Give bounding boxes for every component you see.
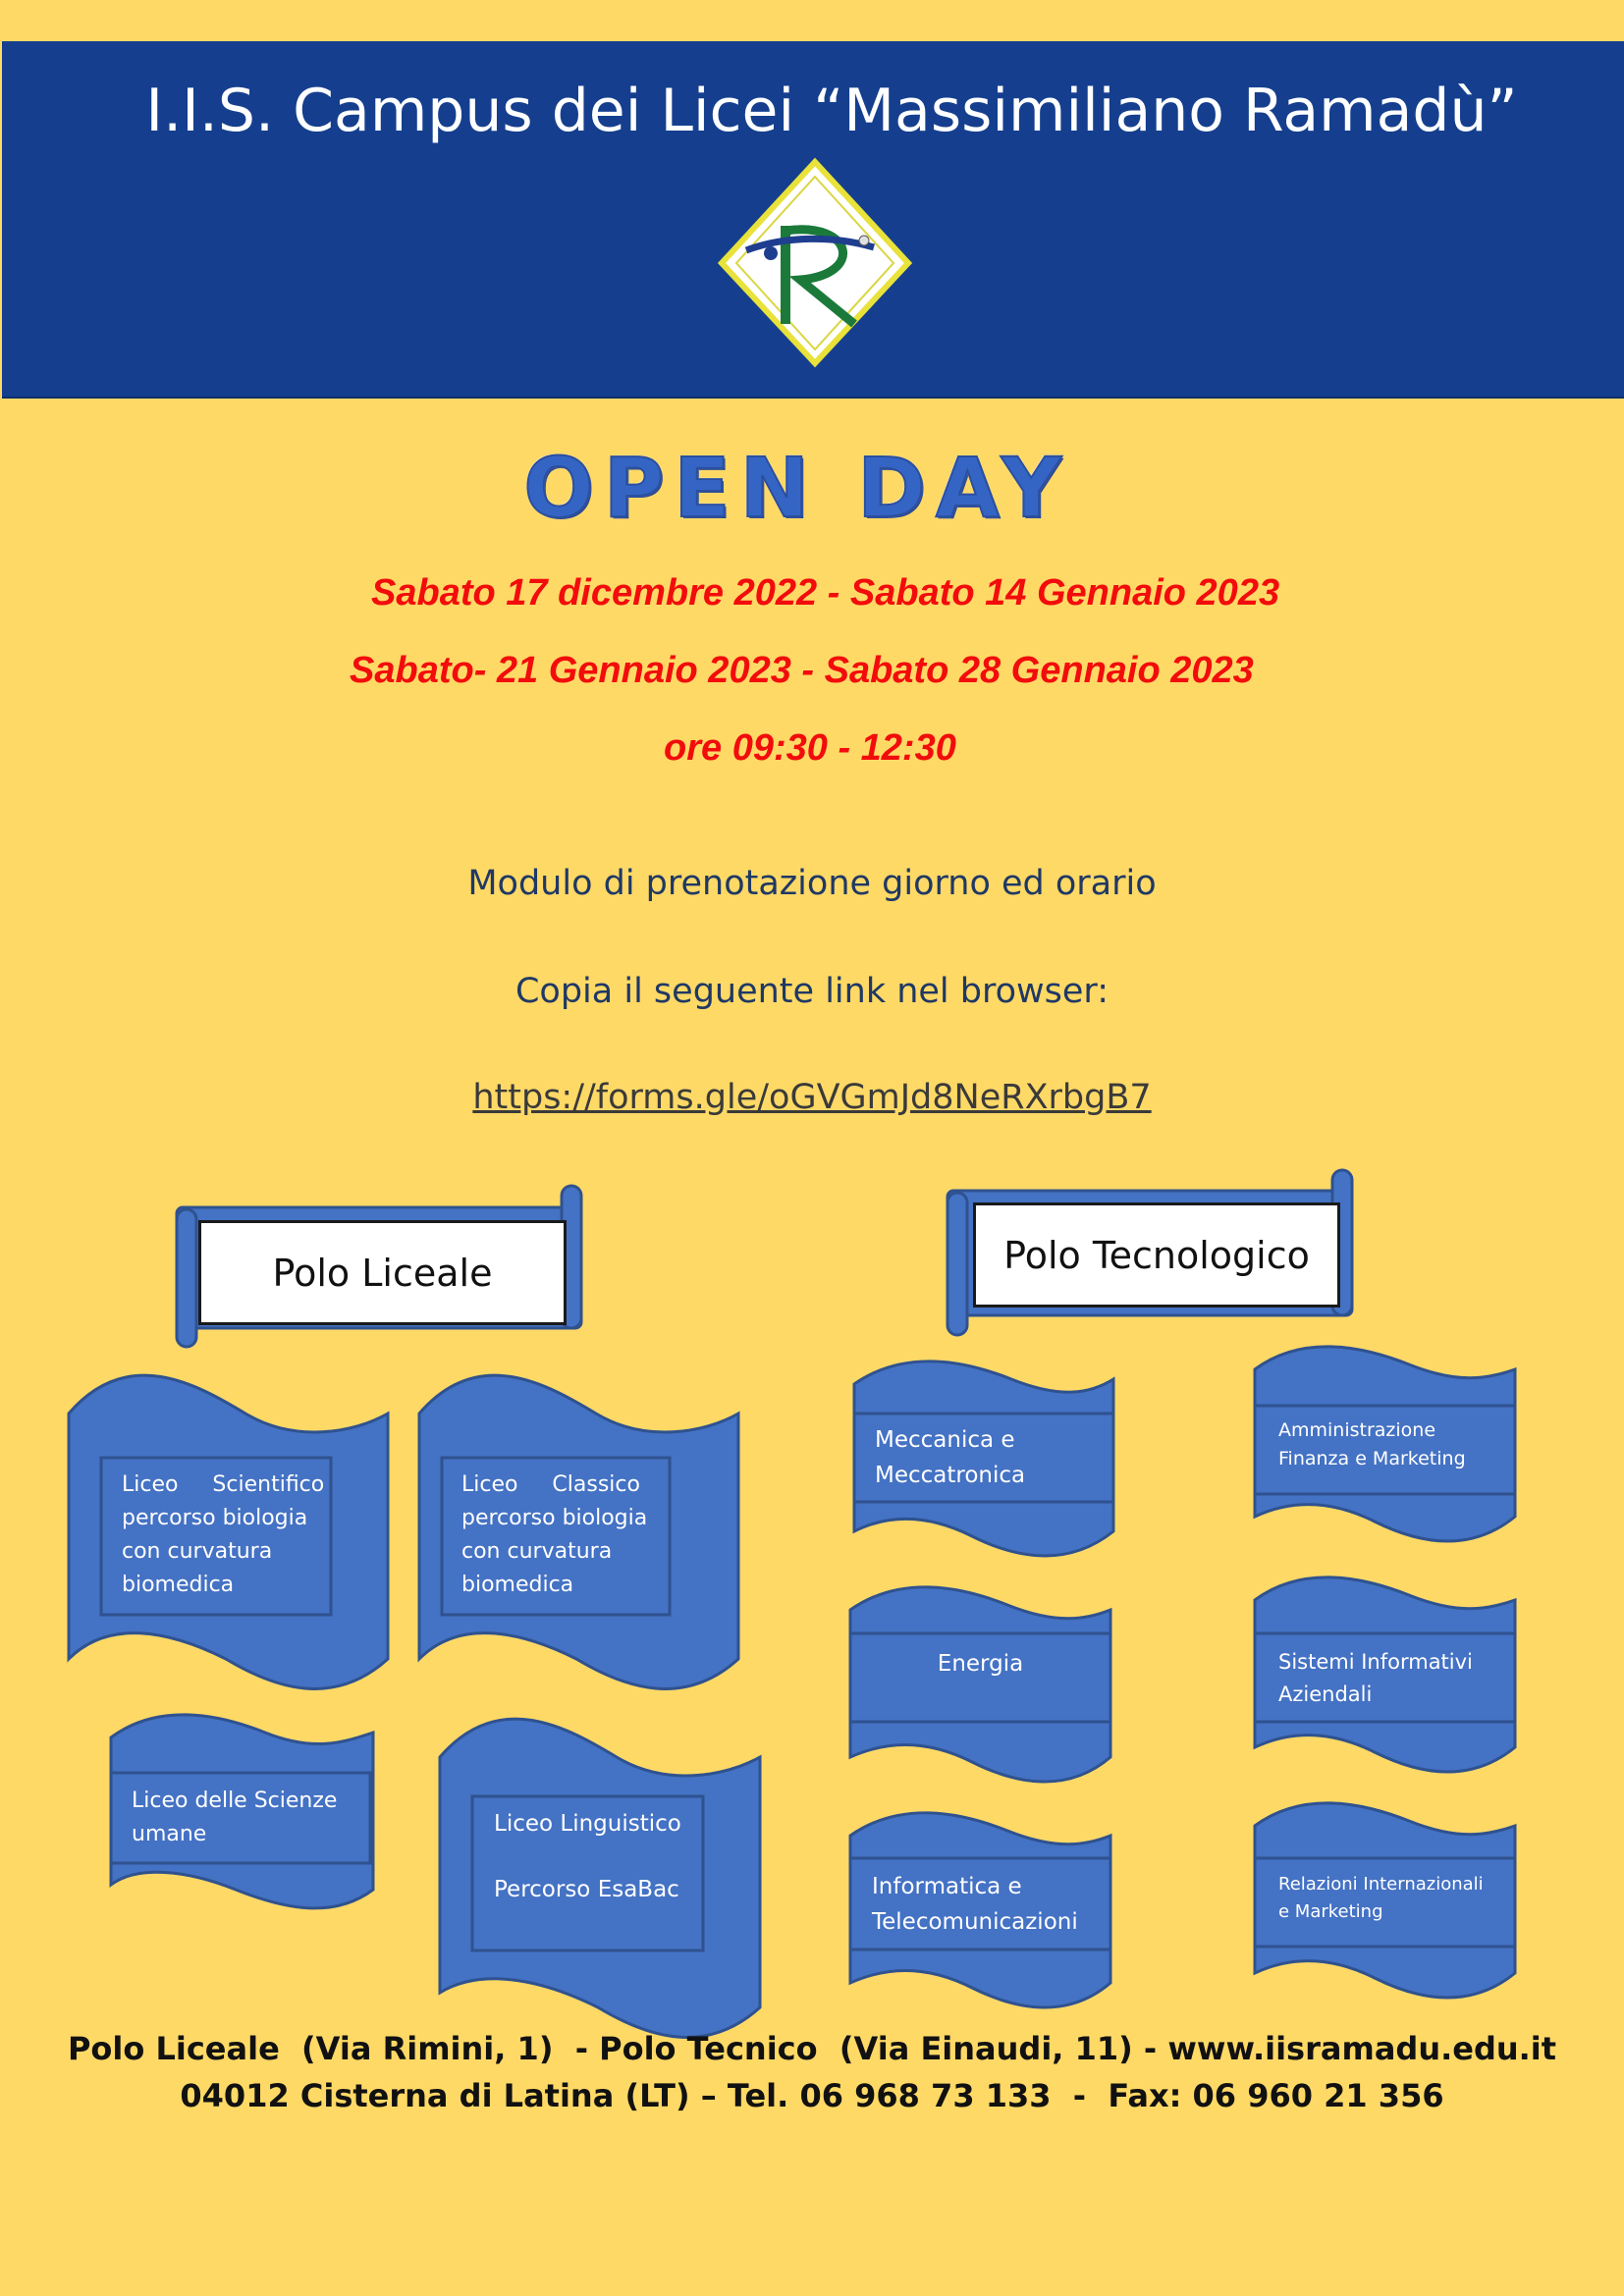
course-liceo-linguistico: Liceo Linguistico Percorso EsaBac xyxy=(494,1811,681,1902)
polo-liceale-title: Polo Liceale xyxy=(198,1220,567,1325)
school-name: I.I.S. Campus dei Licei “Massimiliano Ramadù” xyxy=(145,77,1518,145)
wave-energia xyxy=(850,1587,1110,1782)
course-liceo-classico: Liceo Classico percorso biologia con curvatura biomedica xyxy=(461,1472,648,1598)
event-dates-line-1: Sabato 17 dicembre 2022 - Sabato 14 Gennaio 2023 xyxy=(371,572,1280,614)
course-liceo-scientifico: Liceo Scientifico percorso biologia con curvatura biomedica xyxy=(122,1472,325,1598)
booking-form-text: Modulo di prenotazione giorno ed orario xyxy=(467,864,1157,903)
course-sistemi-informativi: Sistemi Informativi Aziendali xyxy=(1278,1650,1473,1706)
course-informatica: Informatica e Telecomunicazioni xyxy=(872,1874,1078,1935)
event-title: OPEN DAY xyxy=(523,440,1071,536)
course-liceo-scienze-umane: Liceo delle Scienze umane xyxy=(132,1789,338,1847)
booking-link[interactable]: https://forms.gle/oGVGmJd8NeRXrbgB7 xyxy=(472,1078,1152,1117)
course-meccanica: Meccanica e Meccatronica xyxy=(875,1427,1026,1488)
event-hours: ore 09:30 - 12:30 xyxy=(664,727,956,769)
course-relazioni: Relazioni Internazionali e Marketing xyxy=(1278,1874,1484,1922)
event-dates-line-2: Sabato- 21 Gennaio 2023 - Sabato 28 Gennaio 2023 xyxy=(350,650,1254,691)
course-amministrazione: Amministrazione Finanza e Marketing xyxy=(1278,1419,1466,1470)
footer-contact-line: 04012 Cisterna di Latina (LT) – Tel. 06 968 73 133 - Fax: 06 960 21 356 xyxy=(180,2077,1444,2114)
booking-instruction: Copia il seguente link nel browser: xyxy=(514,972,1109,1011)
footer-address-line: Polo Liceale (Via Rimini, 1) - Polo Tecnico (Via Einaudi, 11) - www.iisramadu.edu.it xyxy=(67,2030,1557,2067)
polo-tecnologico-title: Polo Tecnologico xyxy=(973,1202,1340,1308)
course-energia: Energia xyxy=(937,1651,1024,1677)
